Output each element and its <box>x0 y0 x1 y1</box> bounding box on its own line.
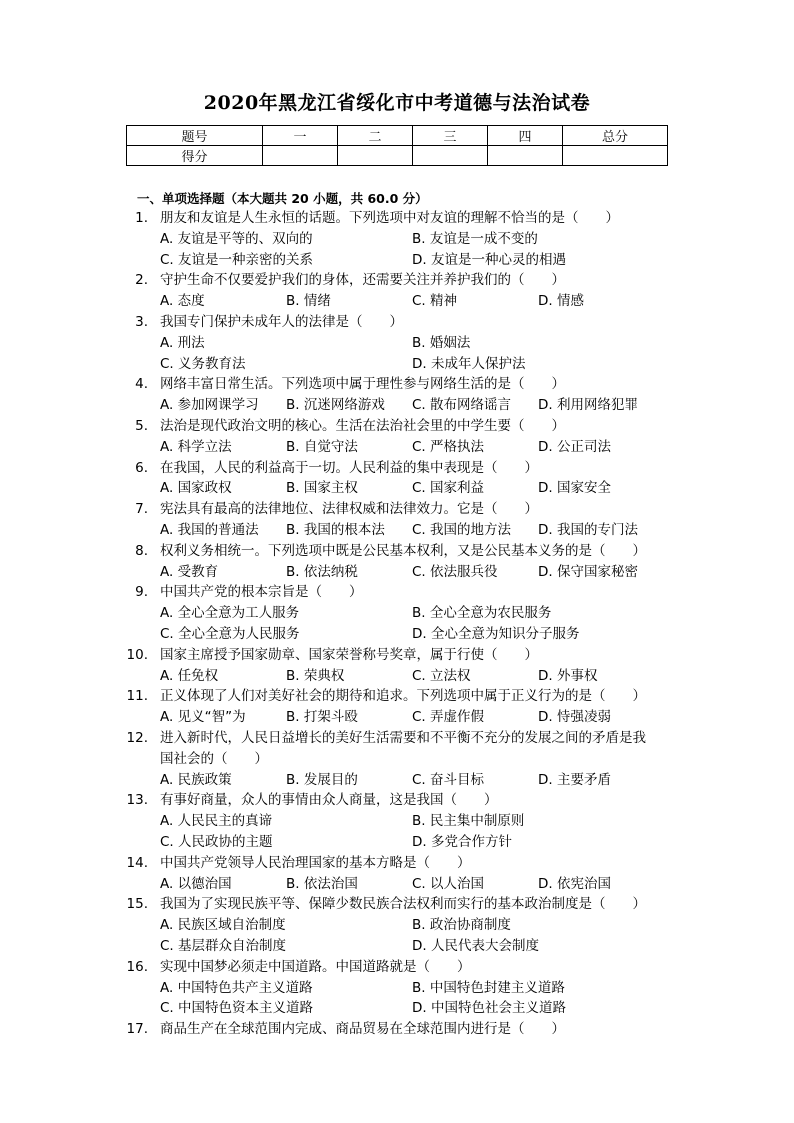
answer-option[interactable]: D. 主要矛盾 <box>538 771 611 788</box>
question-number: 9. <box>135 584 148 601</box>
question-number: 10. <box>126 646 148 663</box>
page-title: 2020年黑龙江省绥化市中考道德与法治试卷 <box>203 92 591 114</box>
answer-option[interactable]: A. 中国特色共产主义道路 <box>160 979 313 996</box>
question-number: 14. <box>126 854 148 871</box>
question-number: 1. <box>135 210 148 226</box>
answer-option[interactable]: A. 以德治国 <box>160 875 232 892</box>
answer-option[interactable]: D. 我国的专门法 <box>538 521 638 538</box>
score-table-score-row <box>127 146 668 166</box>
question-stem: 进入新时代，人民日益增长的美好生活需要和不平衡不充分的发展之间的矛盾是我 <box>160 730 646 746</box>
answer-option[interactable]: C. 国家利益 <box>412 480 485 497</box>
answer-option[interactable]: C. 散布网络谣言 <box>412 397 512 414</box>
answer-option[interactable]: B. 中国特色封建主义道路 <box>412 979 565 996</box>
score-header-cell: 一 <box>263 126 338 146</box>
score-table-header-row <box>127 126 668 146</box>
answer-option[interactable]: D. 人民代表大会制度 <box>412 937 539 954</box>
question-number: 3. <box>135 314 148 330</box>
score-header-cell: 总分 <box>563 126 668 146</box>
score-header-cell: 四 <box>488 126 563 146</box>
question-stem: 权利义务相统一。下列选项中既是公民基本权利，又是公民基本义务的是（ ） <box>160 542 646 559</box>
answer-option[interactable]: C. 全心全意为人民服务 <box>160 625 300 642</box>
question-stem: 我国专门保护未成年人的法律是（ ） <box>160 314 403 330</box>
question-stem: 在我国，人民的利益高于一切。人民利益的集中表现是（ ） <box>160 459 538 476</box>
answer-option[interactable]: D. 国家安全 <box>538 480 611 497</box>
answer-option[interactable]: B. 情绪 <box>286 293 331 310</box>
question-number: 6. <box>135 459 148 476</box>
answer-option[interactable]: B. 友谊是一成不变的 <box>412 230 538 247</box>
answer-option[interactable]: B. 婚姻法 <box>412 334 471 351</box>
answer-option[interactable]: A. 任免权 <box>160 667 219 684</box>
answer-option[interactable]: A. 友谊是平等的、双向的 <box>160 230 313 247</box>
question-number: 5. <box>135 418 148 434</box>
question-stem: 中国共产党领导人民治理国家的基本方略是（ ） <box>160 854 471 871</box>
answer-option[interactable]: A. 见义“智”为 <box>160 709 246 726</box>
question-number: 8. <box>135 542 148 559</box>
question-stem: 中国共产党的根本宗旨是（ ） <box>160 584 363 601</box>
question-number: 15. <box>126 896 148 913</box>
answer-option[interactable]: C. 我国的地方法 <box>412 521 512 538</box>
question-stem: 法治是现代政治文明的核心。生活在法治社会里的中学生要（ ） <box>160 418 565 434</box>
answer-option[interactable]: D. 依宪治国 <box>538 875 611 892</box>
question-number: 13. <box>126 792 148 809</box>
score-header-cell: 二 <box>338 126 413 146</box>
answer-option[interactable]: D. 利用网络犯罪 <box>538 397 638 414</box>
answer-option[interactable]: D. 外事权 <box>538 667 598 684</box>
score-cell[interactable] <box>563 146 668 166</box>
answer-option[interactable]: C. 以人治国 <box>412 875 485 892</box>
answer-option[interactable]: D. 多党合作方针 <box>412 833 512 850</box>
answer-option[interactable]: A. 参加网课学习 <box>160 397 259 414</box>
answer-option[interactable]: C. 依法服兵役 <box>412 563 498 580</box>
answer-option[interactable]: B. 我国的根本法 <box>286 521 385 538</box>
score-header-cell: 题号 <box>127 126 263 146</box>
score-cell[interactable] <box>413 146 488 166</box>
answer-option[interactable]: D. 全心全意为知识分子服务 <box>412 625 580 642</box>
answer-option[interactable]: C. 精神 <box>412 293 458 310</box>
answer-option[interactable]: C. 奋斗目标 <box>412 771 485 788</box>
answer-option[interactable]: C. 严格执法 <box>412 438 485 455</box>
answer-option[interactable]: B. 沉迷网络游戏 <box>286 397 385 414</box>
answer-option[interactable]: C. 友谊是一种亲密的关系 <box>160 251 314 268</box>
question-stem: 国社会的（ ） <box>160 750 268 767</box>
answer-option[interactable]: C. 中国特色资本主义道路 <box>160 1000 314 1017</box>
question-number: 7. <box>135 501 148 518</box>
answer-option[interactable]: B. 国家主权 <box>286 480 358 497</box>
answer-option[interactable]: A. 刑法 <box>160 334 205 351</box>
question-number: 17. <box>126 1021 148 1038</box>
answer-option[interactable]: A. 态度 <box>160 293 205 310</box>
answer-option[interactable]: C. 立法权 <box>412 667 471 684</box>
answer-option[interactable]: A. 人民民主的真谛 <box>160 813 273 830</box>
answer-option[interactable]: D. 公正司法 <box>538 438 611 455</box>
score-cell[interactable] <box>263 146 338 166</box>
question-stem: 守护生命不仅要爱护我们的身体，还需要关注并养护我们的（ ） <box>160 272 565 289</box>
question-stem: 我国为了实现民族平等、保障少数民族合法权利而实行的基本政治制度是（ ） <box>160 896 646 913</box>
answer-option[interactable]: B. 打架斗殴 <box>286 709 358 726</box>
answer-option[interactable]: D. 情感 <box>538 293 584 310</box>
score-cell[interactable] <box>338 146 413 166</box>
question-stem: 网络丰富日常生活。下列选项中属于理性参与网络生活的是（ ） <box>160 376 565 393</box>
question-stem: 实现中国梦必须走中国道路。中国道路就是（ ） <box>160 958 471 975</box>
answer-option[interactable]: B. 政治协商制度 <box>412 917 511 934</box>
score-row-label: 得分 <box>127 146 263 166</box>
answer-option[interactable]: B. 民主集中制原则 <box>412 813 525 830</box>
answer-option[interactable]: A. 国家政权 <box>160 480 232 497</box>
section-title: 一、单项选择题（本大题共 20 小题，共 60.0 分） <box>137 191 428 206</box>
answer-option[interactable]: D. 保守国家秘密 <box>538 563 638 580</box>
score-cell[interactable] <box>488 146 563 166</box>
question-stem: 有事好商量，众人的事情由众人商量，这是我国（ ） <box>160 792 498 809</box>
answer-option[interactable]: C. 人民政协的主题 <box>160 833 273 850</box>
answer-option[interactable]: A. 科学立法 <box>160 438 232 455</box>
score-table <box>126 125 668 166</box>
answer-option[interactable]: D. 恃强凌弱 <box>538 709 611 726</box>
answer-option[interactable]: A. 全心全意为工人服务 <box>160 605 300 622</box>
answer-option[interactable]: B. 依法纳税 <box>286 563 358 580</box>
answer-option[interactable]: D. 未成年人保护法 <box>412 355 526 372</box>
question-stem: 商品生产在全球范围内完成、商品贸易在全球范围内进行是（ ） <box>160 1021 565 1038</box>
question-number: 2. <box>135 272 148 289</box>
question-stem: 朋友和友谊是人生永恒的话题。下列选项中对友谊的理解不恰当的是（ ） <box>160 210 619 226</box>
answer-option[interactable]: B. 发展目的 <box>286 771 358 788</box>
question-number: 11. <box>126 688 148 705</box>
answer-option[interactable]: A. 民族区域自治制度 <box>160 917 286 934</box>
question-stem: 国家主席授予国家勋章、国家荣誉称号奖章，属于行使（ ） <box>160 646 538 663</box>
answer-option[interactable]: C. 基层群众自治制度 <box>160 937 287 954</box>
score-header-cell: 三 <box>413 126 488 146</box>
answer-option[interactable]: B. 全心全意为农民服务 <box>412 605 552 622</box>
question-stem: 宪法具有最高的法律地位、法律权威和法律效力。它是（ ） <box>160 501 538 518</box>
answer-option[interactable]: C. 义务教育法 <box>160 355 246 372</box>
answer-option[interactable]: D. 中国特色社会主义道路 <box>412 1000 566 1017</box>
answer-option[interactable]: B. 荣典权 <box>286 667 345 684</box>
answer-option[interactable]: A. 民族政策 <box>160 771 232 788</box>
question-number: 4. <box>135 376 148 393</box>
answer-option[interactable]: A. 我国的普通法 <box>160 521 259 538</box>
answer-option[interactable]: C. 弄虚作假 <box>412 709 485 726</box>
answer-option[interactable]: B. 自觉守法 <box>286 438 358 455</box>
question-number: 16. <box>126 958 148 975</box>
answer-option[interactable]: B. 依法治国 <box>286 875 358 892</box>
answer-option[interactable]: D. 友谊是一种心灵的相遇 <box>412 251 566 268</box>
question-number: 12. <box>126 730 148 746</box>
answer-option[interactable]: A. 受教育 <box>160 563 219 580</box>
question-stem: 正义体现了人们对美好社会的期待和追求。下列选项中属于正义行为的是（ ） <box>160 688 646 705</box>
